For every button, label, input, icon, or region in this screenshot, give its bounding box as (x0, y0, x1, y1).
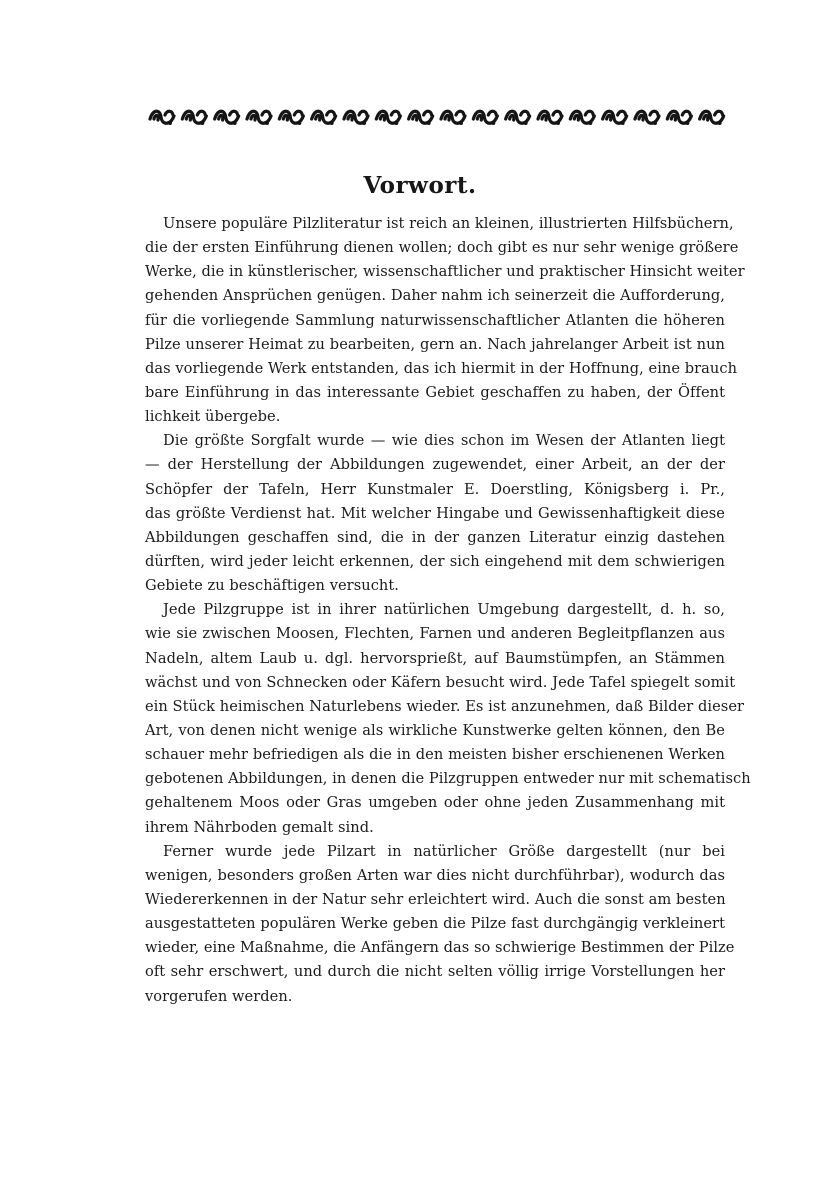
text-line: wenigen, besonders großen Arten war dies nicht durchführbar), wodurch das (145, 866, 725, 884)
text-line: lichkeit übergebe. (145, 408, 281, 426)
ornament-motif (409, 111, 433, 125)
text-line: wie sie zwischen Moosen, Flechten, Farnen und anderen Begleitpflanzen aus (145, 625, 725, 643)
text-line: Werke, die in künstlerischer, wissenschaftlicher und praktischer Hinsicht weiter (145, 263, 745, 281)
paragraph (145, 429, 725, 598)
ornament-motif (603, 111, 627, 125)
ornament-motif (344, 111, 368, 125)
page-title: Vorwort. (363, 172, 477, 199)
ornament-motif (376, 111, 400, 125)
ornament-motif (473, 111, 497, 125)
text-line: für die vorliegende Sammlung naturwissenschaftlicher Atlanten die höheren (145, 311, 725, 329)
ornament-motif (538, 111, 562, 125)
ornament-motif (182, 111, 206, 125)
text-line: wieder, eine Maßnahme, die Anfängern das so schwierige Bestimmen der Pilze (145, 939, 735, 957)
ornament-motif (700, 111, 724, 125)
ornament-motif (215, 111, 239, 125)
body-text (145, 212, 751, 1009)
text-line: Pilze unserer Heimat zu bearbeiten, gern an. Nach jahrelanger Arbeit ist nun (145, 335, 725, 353)
ornament-motif (506, 111, 530, 125)
ornament-motif (150, 111, 174, 125)
text-line: oft sehr erschwert, und durch die nicht selten völlig irrige Vorstellungen her (145, 963, 725, 981)
text-line: Gebiete zu beschäftigen versucht. (145, 577, 399, 595)
paragraph (145, 598, 751, 839)
text-line: Nadeln, altem Laub u. dgl. hervorsprießt, auf Baumstümpfen, an Stämmen (145, 649, 725, 667)
text-line: ausgestatteten populären Werke geben die Pilze fast durchgängig verkleinert (145, 915, 725, 933)
ornament-motif (279, 111, 303, 125)
paragraph (145, 212, 745, 429)
text-line: ein Stück heimischen Naturlebens wieder. Es ist anzunehmen, daß Bilder dieser (145, 697, 745, 715)
text-line: gebotenen Abbildungen, in denen die Pilzgruppen entweder nur mit schematisch (145, 770, 751, 788)
paragraph (145, 840, 735, 1009)
text-line: wächst und von Schnecken oder Käfern besucht wird. Jede Tafel spiegelt somit (145, 673, 736, 691)
ornament-motif (667, 111, 691, 125)
ornament-motif (635, 111, 659, 125)
ornament-motif (247, 111, 271, 125)
text-line: das größte Verdienst hat. Mit welcher Hingabe und Gewissenhaftigkeit diese (145, 504, 725, 522)
text-line: — der Herstellung der Abbildungen zugewendet, einer Arbeit, an der der (145, 456, 725, 474)
text-line: gehenden Ansprüchen genügen. Daher nahm ich seinerzeit die Aufforderung, (145, 287, 725, 305)
text-line: das vorliegende Werk entstanden, das ich hiermit in der Hoffnung, eine brauch (145, 359, 738, 377)
text-line: Schöpfer der Tafeln, Herr Kunstmaler E. Doerstling, Königsberg i. Pr., (145, 480, 725, 498)
text-line: Abbildungen geschaffen sind, die in der ganzen Literatur einzig dastehen (145, 528, 725, 546)
text-line: Art, von denen nicht wenige als wirkliche Kunstwerke gelten können, den Be (145, 721, 725, 739)
text-line: Die größte Sorgfalt wurde — wie dies schon im Wesen der Atlanten liegt (163, 432, 725, 450)
text-line: Wiedererkennen in der Natur sehr erleichtert wird. Auch die sonst am besten (145, 890, 726, 908)
text-line: Jede Pilzgruppe ist in ihrer natürlichen Umgebung dargestellt, d. h. so, (163, 601, 725, 619)
text-line: Ferner wurde jede Pilzart in natürlicher Größe dargestellt (nur bei (163, 842, 725, 860)
vine-ornament-border (148, 106, 730, 130)
text-line: bare Einführung in das interessante Gebiet geschaffen zu haben, der Öffent (145, 383, 725, 401)
ornament-motif (312, 111, 336, 125)
text-line: Unsere populäre Pilzliteratur ist reich an kleinen, illustrierten Hilfsbüchern, (163, 215, 734, 232)
text-line: die der ersten Einführung dienen wollen; doch gibt es nur sehr wenige größere (145, 239, 739, 257)
text-line: vorgerufen werden. (145, 987, 293, 1005)
text-line: schauer mehr befriedigen als die in den meisten bisher erschienenen Werken (145, 746, 725, 764)
ornament-motif (570, 111, 594, 125)
ornament-motif (441, 111, 465, 125)
text-line: ihrem Nährboden gemalt sind. (145, 818, 374, 836)
text-line: dürften, wird jeder leicht erkennen, der sich eingehend mit dem schwierigen (145, 552, 725, 570)
text-line: gehaltenem Moos oder Gras umgeben oder ohne jeden Zusammenhang mit (145, 794, 725, 812)
